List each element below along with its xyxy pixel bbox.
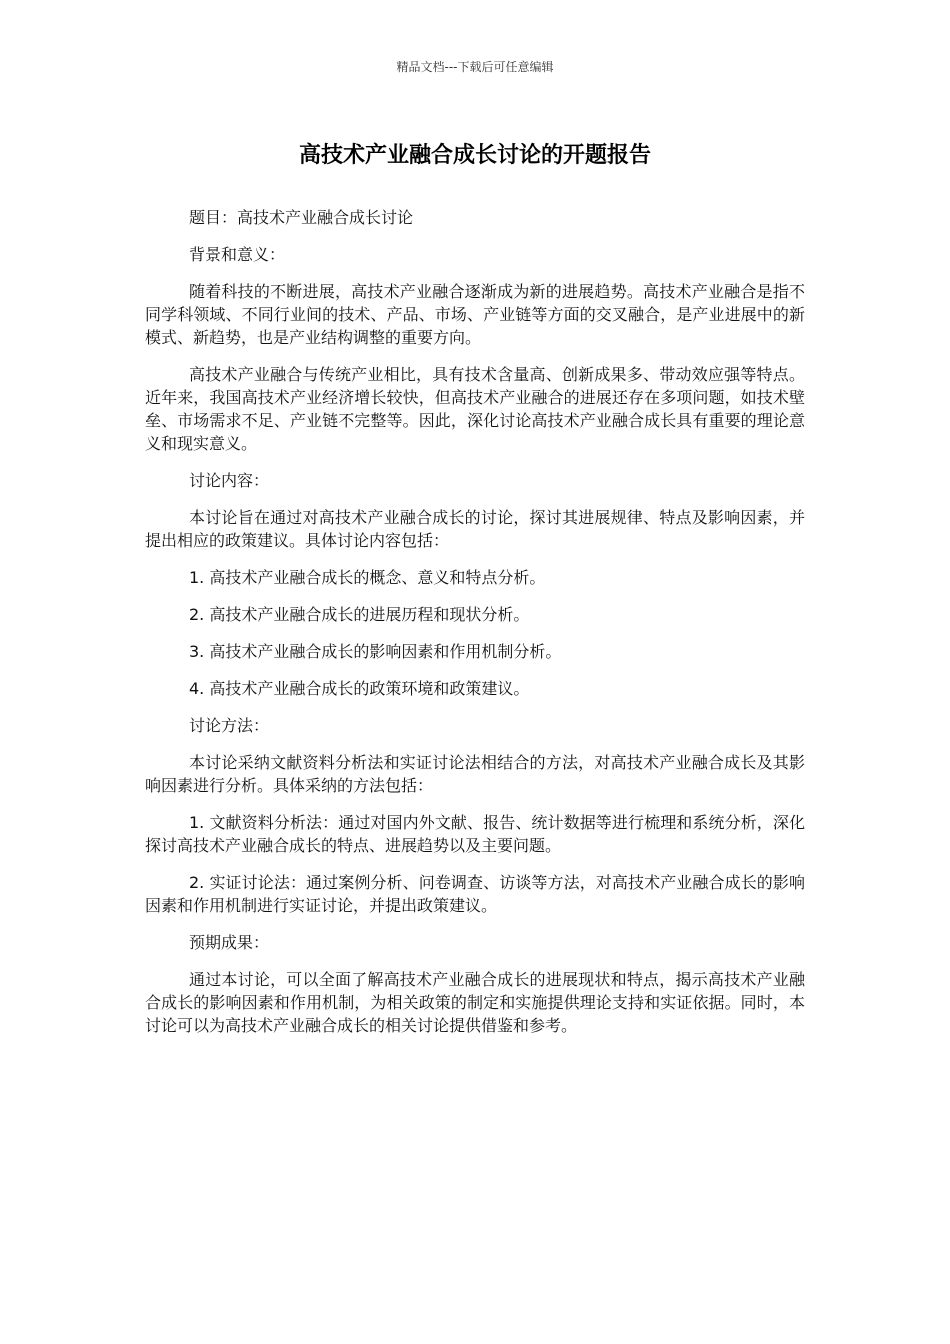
paragraph: 随着科技的不断进展，高技术产业融合逐渐成为新的进展趋势。高技术产业融合是指不同学科领域、不同行业间的技术、产品、市场、产业链等方面的交叉融合，是产业进展中的新模式、新趋势，也是产业结构调整的重要方向。 <box>145 282 805 347</box>
list-item: 3. 高技术产业融合成长的影响因素和作用机制分析。 <box>189 642 562 661</box>
section-heading-outcome: 预期成果： <box>189 933 270 952</box>
page-header: 精品文档---下载后可任意编辑 <box>396 60 554 74</box>
subject-line: 题目：高技术产业融合成长讨论 <box>189 208 414 227</box>
section-heading-background: 背景和意义： <box>189 245 286 264</box>
section-heading-content: 讨论内容： <box>189 471 270 490</box>
list-item: 1. 高技术产业融合成长的概念、意义和特点分析。 <box>189 568 546 587</box>
list-item: 1. 文献资料分析法：通过对国内外文献、报告、统计数据等进行梳理和系统分析，深化探讨高技术产业融合成长的特点、进展趋势以及主要问题。 <box>145 813 805 855</box>
list-item: 2. 高技术产业融合成长的进展历程和现状分析。 <box>189 605 530 624</box>
paragraph: 通过本讨论，可以全面了解高技术产业融合成长的进展现状和特点，揭示高技术产业融合成长的影响因素和作用机制，为相关政策的制定和实施提供理论支持和实证依据。同时，本讨论可以为高技术产业融合成长的相关讨论提供借鉴和参考。 <box>145 970 805 1035</box>
paragraph: 高技术产业融合与传统产业相比，具有技术含量高、创新成果多、带动效应强等特点。近年来，我国高技术产业经济增长较快，但高技术产业融合的进展还存在多项问题，如技术壁垒、市场需求不足、产业链不完整等。因此，深化讨论高技术产业融合成长具有重要的理论意义和现实意义。 <box>145 365 805 453</box>
paragraph: 本讨论采纳文献资料分析法和实证讨论法相结合的方法，对高技术产业融合成长及其影响因素进行分析。具体采纳的方法包括： <box>145 753 805 795</box>
document-title: 高技术产业融合成长讨论的开题报告 <box>298 143 651 168</box>
list-item: 4. 高技术产业融合成长的政策环境和政策建议。 <box>189 679 530 698</box>
section-heading-method: 讨论方法： <box>189 716 270 735</box>
list-item: 2. 实证讨论法：通过案例分析、问卷调查、访谈等方法，对高技术产业融合成长的影响因素和作用机制进行实证讨论，并提出政策建议。 <box>145 873 805 915</box>
document-body <box>145 206 805 1051</box>
paragraph: 本讨论旨在通过对高技术产业融合成长的讨论，探讨其进展规律、特点及影响因素，并提出相应的政策建议。具体讨论内容包括： <box>145 508 805 550</box>
